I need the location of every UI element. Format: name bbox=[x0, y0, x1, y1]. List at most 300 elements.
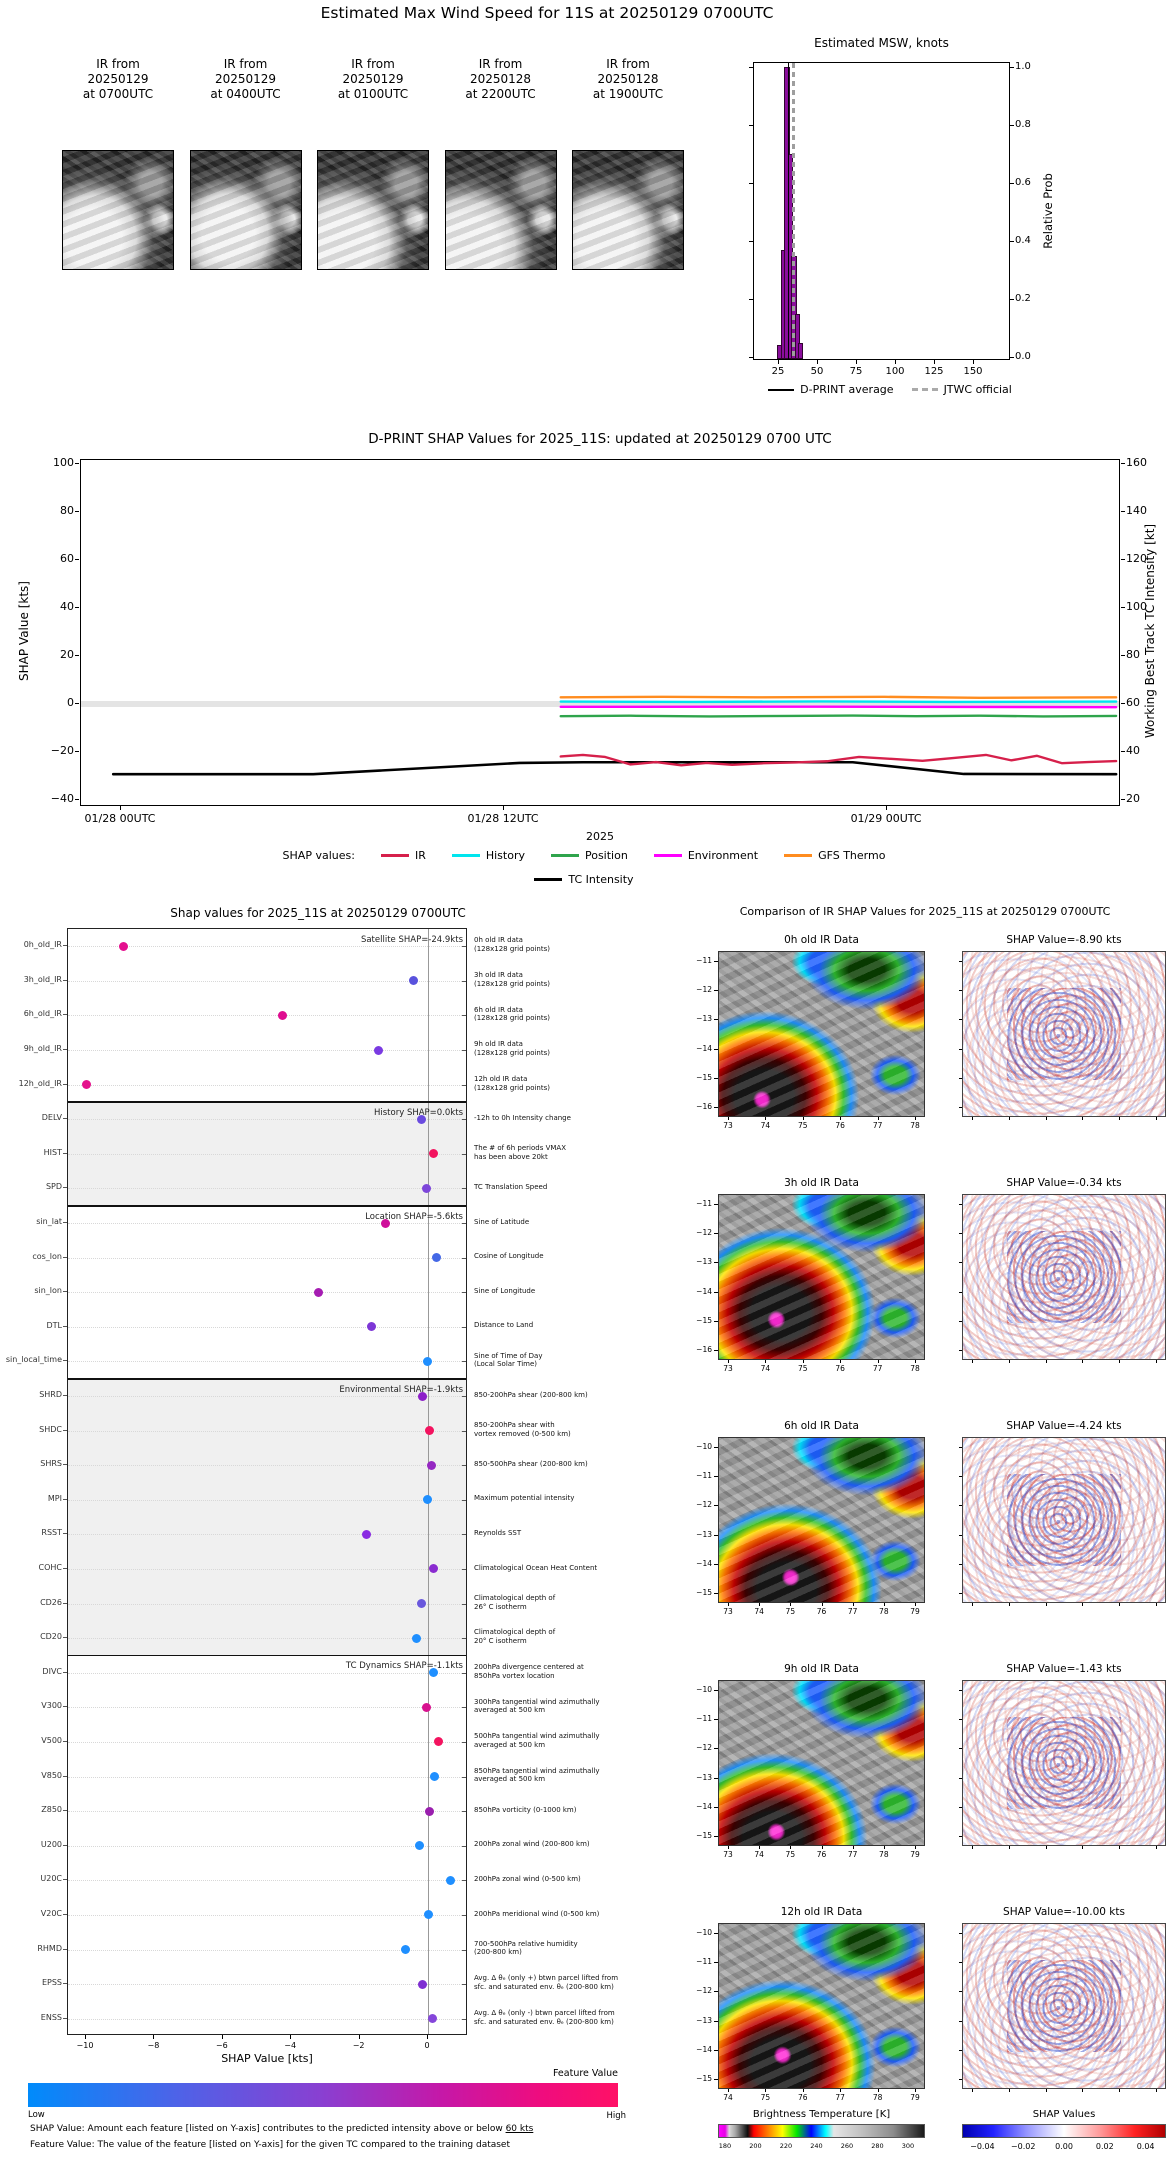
shap-dot-z850 bbox=[425, 1807, 434, 1816]
feature-description bbox=[474, 1875, 634, 1884]
relative-prob-tick-mark-left bbox=[749, 183, 753, 184]
feature-description bbox=[474, 1974, 634, 1992]
feature-tick-left bbox=[63, 1464, 67, 1465]
feature-label-enss: ENSS bbox=[40, 2012, 62, 2022]
lon-tick-label: 76 bbox=[816, 1850, 827, 1859]
msw-tick-mark bbox=[934, 360, 935, 364]
row-tick-right bbox=[462, 1534, 466, 1535]
legend-item-position bbox=[551, 849, 628, 862]
ir-thumb-label-line: 20250128 bbox=[469, 72, 532, 86]
bt-colorbar-tick-label: 260 bbox=[840, 2142, 854, 2150]
feature-description bbox=[474, 1352, 634, 1370]
shap-map-tick bbox=[959, 1019, 962, 1020]
lon-tick-label: 77 bbox=[847, 1607, 858, 1616]
relative-prob-tick-mark bbox=[1010, 67, 1014, 68]
feature-description-line: 12h old IR data bbox=[474, 1074, 528, 1083]
lat-tick-label: −16 bbox=[696, 1102, 712, 1111]
shap-dot-enss bbox=[428, 2014, 437, 2023]
feature-description-line: Reynolds SST bbox=[474, 1528, 522, 1537]
lat-tick-mark bbox=[714, 1778, 718, 1779]
intensity-ytick-mark bbox=[1121, 799, 1125, 800]
feature-description bbox=[474, 1698, 634, 1716]
lon-tick-mark bbox=[853, 1603, 854, 1606]
series-line-position bbox=[561, 716, 1116, 717]
feature-label-v500: V500 bbox=[41, 1735, 62, 1745]
lon-tick-label: 77 bbox=[872, 1364, 883, 1373]
intensity-ytick-mark bbox=[1121, 511, 1125, 512]
lat-tick-mark bbox=[714, 2050, 718, 2051]
lon-tick-label: 77 bbox=[872, 1121, 883, 1130]
feature-gridline bbox=[68, 1777, 466, 1778]
time-xtick-mark bbox=[120, 806, 121, 810]
relative-prob-tick-label: 0.0 bbox=[1015, 351, 1031, 362]
feature-label-cohc: COHC bbox=[38, 1562, 62, 1572]
dotplot-xtick-mark bbox=[222, 2035, 223, 2039]
timeseries-legend-row2 bbox=[0, 873, 1168, 886]
lat-tick-mark bbox=[714, 990, 718, 991]
row-tick-right bbox=[462, 1085, 466, 1086]
feature-description-line: 500hPa tangential wind azimuthally bbox=[474, 1732, 600, 1741]
bt-colorbar-tick-label: 300 bbox=[901, 2142, 915, 2150]
shap-map-tick-bottom bbox=[1119, 2089, 1120, 2092]
lat-tick-label: −13 bbox=[696, 1014, 712, 1024]
feature-tick-left bbox=[63, 1360, 67, 1361]
feature-gridline bbox=[68, 1915, 466, 1916]
comparison-shap-map bbox=[962, 951, 1166, 1117]
feature-description-line: 850hPa tangential wind azimuthally bbox=[474, 1766, 600, 1775]
feature-description-line: 6h old IR data bbox=[474, 1005, 523, 1014]
comparison-shap-title: SHAP Value=-0.34 kts bbox=[1006, 1177, 1122, 1189]
time-xtick-label: 01/29 00UTC bbox=[850, 812, 922, 825]
feature-description bbox=[474, 1040, 634, 1058]
shap-map-tick-bottom bbox=[1082, 2089, 1083, 2092]
feature-label-hist: HIST bbox=[43, 1147, 62, 1157]
ir-thumb-label bbox=[564, 57, 692, 102]
legend-item-label: GFS Thermo bbox=[818, 849, 886, 862]
msw-tick-mark bbox=[973, 360, 974, 364]
comparison-ir-title: 0h old IR Data bbox=[784, 934, 859, 946]
shap-map-tick bbox=[959, 1204, 962, 1205]
lon-tick-label: 74 bbox=[754, 1850, 764, 1859]
intensity-ytick-label: 140 bbox=[1126, 504, 1147, 517]
feature-label-sin-local-time: sin_local_time bbox=[5, 1355, 62, 1365]
shap-map-tick bbox=[959, 1049, 962, 1050]
shap-colorbar-tick-label: 0.00 bbox=[1055, 2142, 1073, 2151]
lon-tick-label: 79 bbox=[910, 2093, 920, 2102]
lat-tick-label: −11 bbox=[696, 1714, 712, 1724]
feature-description bbox=[474, 971, 634, 989]
lon-tick-label: 78 bbox=[879, 1850, 889, 1859]
feature-description-line: Sine of Time of Day bbox=[474, 1351, 543, 1360]
feature-description-line: (128x128 grid points) bbox=[474, 945, 550, 954]
feature-description bbox=[474, 1252, 634, 1261]
lat-tick-label: −10 bbox=[696, 1685, 712, 1694]
shap-colorbar-tick-label: 0.04 bbox=[1136, 2142, 1155, 2151]
dotplot-xtick-label: 0 bbox=[424, 2041, 430, 2050]
lat-tick-label: −11 bbox=[696, 1471, 712, 1481]
lon-tick-mark bbox=[915, 1117, 916, 1120]
feature-description bbox=[474, 1732, 634, 1750]
shap-ytick-mark bbox=[75, 511, 79, 512]
feature-gridline bbox=[68, 1292, 466, 1293]
ir-thumb-label-line: at 0100UTC bbox=[337, 87, 409, 101]
feature-gridline bbox=[68, 1811, 466, 1812]
bt-colorbar-tick-label: 280 bbox=[871, 2142, 884, 2150]
footnote-feature-value bbox=[30, 2140, 510, 2150]
lon-tick-label: 75 bbox=[798, 1121, 808, 1130]
feature-description-line: Maximum potential intensity bbox=[474, 1494, 575, 1503]
lat-tick-mark bbox=[714, 1933, 718, 1934]
ir-thumbnail-image bbox=[445, 150, 557, 270]
msw-tick-label: 50 bbox=[810, 366, 824, 377]
shap-ytick-label: 20 bbox=[60, 648, 74, 661]
shap-map-tick-bottom bbox=[972, 1846, 973, 1849]
feature-label-shdc: SHDC bbox=[39, 1424, 62, 1434]
feature-gridline bbox=[68, 1050, 466, 1051]
feature-tick-left bbox=[63, 1187, 67, 1188]
histogram-bar bbox=[799, 344, 802, 359]
feature-label-6h-old-ir: 6h_old_IR bbox=[23, 1009, 62, 1019]
feature-description-line: averaged at 500 km bbox=[474, 1706, 546, 1715]
comparison-ir-map bbox=[718, 1437, 925, 1603]
feature-description bbox=[474, 1460, 634, 1469]
feature-description bbox=[474, 1840, 634, 1849]
ir-thumb-label-line: at 1900UTC bbox=[592, 87, 664, 101]
feature-tick-left bbox=[63, 1533, 67, 1534]
feature-description-line: Avg. Δ θₑ (only -) btwn parcel lifted from bbox=[474, 2008, 615, 2017]
feature-description-line: 200hPa zonal wind (0-500 km) bbox=[474, 1874, 581, 1883]
row-tick-right bbox=[462, 1984, 466, 1985]
feature-tick-left bbox=[63, 980, 67, 981]
lon-tick-label: 74 bbox=[754, 1607, 764, 1616]
dotplot-xtick-mark bbox=[427, 2035, 428, 2039]
feature-tick-left bbox=[63, 1637, 67, 1638]
shap-map-tick-bottom bbox=[1156, 1117, 1157, 1120]
histogram-plot-area bbox=[753, 62, 1010, 360]
shap-map-tick-bottom bbox=[1009, 1360, 1010, 1363]
feature-description-line: TC Translation Speed bbox=[474, 1183, 548, 1192]
feature-tick-left bbox=[63, 1879, 67, 1880]
intensity-ytick-mark bbox=[1121, 655, 1125, 656]
lon-tick-mark bbox=[728, 2089, 729, 2092]
feature-value-colorbar bbox=[28, 2083, 618, 2107]
feature-description-line: (128x128 grid points) bbox=[474, 1049, 550, 1058]
shap-map-tick bbox=[959, 1078, 962, 1079]
lat-tick-mark bbox=[714, 1107, 718, 1108]
lat-tick-mark bbox=[714, 1807, 718, 1808]
shap-ytick-mark bbox=[75, 559, 79, 560]
jtwc-official-line bbox=[792, 63, 795, 359]
lon-tick-mark bbox=[878, 1360, 879, 1363]
feature-tick-left bbox=[63, 1914, 67, 1915]
feature-gridline bbox=[68, 1846, 466, 1847]
timeseries-title: D-PRINT SHAP Values for 2025_11S: updated at 20250129 0700 UTC bbox=[368, 431, 832, 447]
legend-item-tc-intensity bbox=[534, 873, 633, 886]
lat-tick-mark bbox=[714, 1233, 718, 1234]
shap-map-tick bbox=[959, 1748, 962, 1749]
ir-thumb-label-line: 20250129 bbox=[87, 72, 149, 86]
legend-line-sample bbox=[654, 854, 682, 857]
feature-tick-left bbox=[63, 1153, 67, 1154]
row-tick-right bbox=[462, 1431, 466, 1432]
feature-label-rsst: RSST bbox=[41, 1528, 62, 1538]
lat-tick-mark bbox=[714, 1350, 718, 1351]
feature-description-line: sfc. and saturated env. θₑ (200-800 km) bbox=[474, 2017, 614, 2026]
feature-value-low-label: Low bbox=[28, 2110, 45, 2120]
row-tick-right bbox=[462, 1500, 466, 1501]
intensity-ytick-label: 60 bbox=[1126, 696, 1140, 709]
lon-tick-mark bbox=[765, 1117, 766, 1120]
series-line-tc-intensity bbox=[113, 762, 1116, 774]
section-header-satellite: Satellite SHAP=-24.9kts bbox=[360, 935, 463, 945]
legend-item-label: History bbox=[485, 849, 525, 862]
feature-tick-left bbox=[63, 1776, 67, 1777]
feature-label-mpi: MPI bbox=[47, 1493, 62, 1503]
shap-map-tick bbox=[959, 1350, 962, 1351]
feature-gridline bbox=[68, 1707, 466, 1708]
dotplot-xtick-mark bbox=[85, 2035, 86, 2039]
shap-dot-sin-local-time bbox=[423, 1357, 432, 1366]
timeseries-legend-row1 bbox=[0, 849, 1168, 862]
shap-dot-dtl bbox=[367, 1322, 376, 1331]
feature-description-line: Climatological depth of bbox=[474, 1628, 556, 1637]
feature-label-sin-lat: sin_lat bbox=[36, 1217, 62, 1227]
lon-tick-mark bbox=[803, 2089, 804, 2092]
legend-item-label: Environment bbox=[687, 849, 759, 862]
feature-tick-left bbox=[63, 1222, 67, 1223]
relative-prob-tick-label: 0.6 bbox=[1015, 177, 1031, 188]
feature-gridline bbox=[68, 1673, 466, 1674]
feature-gridline bbox=[68, 1880, 466, 1881]
lon-tick-mark bbox=[853, 1846, 854, 1849]
row-tick-right bbox=[462, 1015, 466, 1016]
comparison-ir-map bbox=[718, 951, 925, 1117]
lat-tick-mark bbox=[714, 1292, 718, 1293]
feature-tick-left bbox=[63, 1430, 67, 1431]
feature-tick-left bbox=[63, 1706, 67, 1707]
feature-tick-left bbox=[63, 1326, 67, 1327]
shap-map-tick-bottom bbox=[1119, 1117, 1120, 1120]
time-xtick-mark bbox=[503, 806, 504, 810]
lon-tick-mark bbox=[728, 1117, 729, 1120]
lon-tick-label: 74 bbox=[760, 1121, 771, 1130]
feature-description-line: averaged at 500 km bbox=[474, 1775, 546, 1784]
msw-tick-label: 75 bbox=[849, 366, 863, 377]
feature-gridline bbox=[68, 1742, 466, 1743]
shap-map-tick bbox=[959, 1962, 962, 1963]
lon-tick-label: 76 bbox=[816, 1607, 827, 1616]
row-tick-right bbox=[462, 946, 466, 947]
ir-thumb-label bbox=[309, 57, 437, 102]
feature-label-12h-old-ir: 12h_old_IR bbox=[18, 1078, 62, 1088]
intensity-ytick-label: 100 bbox=[1126, 600, 1147, 613]
comparison-shap-title: SHAP Value=-10.00 kts bbox=[1003, 1906, 1125, 1918]
shap-dot-v300 bbox=[422, 1703, 431, 1712]
series-line-ir bbox=[561, 755, 1116, 765]
feature-description bbox=[474, 1114, 634, 1123]
row-tick-right bbox=[462, 981, 466, 982]
intensity-ytick-label: 80 bbox=[1126, 648, 1140, 661]
feature-description-line: (128x128 grid points) bbox=[474, 1083, 550, 1092]
shap-map-tick bbox=[959, 1233, 962, 1234]
shap-map-tick bbox=[959, 1262, 962, 1263]
intensity-ytick-label: 160 bbox=[1126, 456, 1147, 469]
histogram-legend bbox=[740, 383, 1040, 396]
msw-tick-mark bbox=[778, 360, 779, 364]
ir-thumb-label-line: 20250129 bbox=[214, 72, 277, 86]
lat-tick-mark bbox=[714, 1535, 718, 1536]
feature-description-line: (Local Solar Time) bbox=[474, 1360, 538, 1369]
comparison-ir-title: 12h old IR Data bbox=[780, 1906, 863, 1918]
comparison-shap-map bbox=[962, 1923, 1166, 2089]
comparison-ir-map bbox=[718, 1680, 925, 1846]
feature-tick-left bbox=[63, 1949, 67, 1950]
lon-tick-mark bbox=[822, 1603, 823, 1606]
feature-description-line: 3h old IR data bbox=[474, 971, 523, 980]
feature-description bbox=[474, 1218, 634, 1227]
shap-map-tick bbox=[959, 1535, 962, 1536]
lat-tick-label: −15 bbox=[696, 1588, 712, 1597]
lat-tick-mark bbox=[714, 1593, 718, 1594]
row-tick-right bbox=[462, 1604, 466, 1605]
feature-description-line: averaged at 500 km bbox=[474, 1740, 546, 1749]
feature-gridline bbox=[68, 1327, 466, 1328]
feature-gridline bbox=[68, 1569, 466, 1570]
lon-tick-mark bbox=[840, 1117, 841, 1120]
comparison-shap-title: SHAP Value=-8.90 kts bbox=[1006, 934, 1122, 946]
lon-tick-mark bbox=[840, 2089, 841, 2092]
timeseries-xlabel: 2025 bbox=[586, 830, 614, 843]
msw-tick-mark bbox=[817, 360, 818, 364]
feature-description bbox=[474, 1564, 634, 1573]
shap-map-tick bbox=[959, 1476, 962, 1477]
feature-label-spd: SPD bbox=[45, 1182, 62, 1192]
shap-map-tick bbox=[959, 1292, 962, 1293]
row-tick-right bbox=[462, 1292, 466, 1293]
relative-prob-tick-mark-left bbox=[749, 67, 753, 68]
shap-map-tick bbox=[959, 1564, 962, 1565]
shap-map-tick-bottom bbox=[1156, 1846, 1157, 1849]
feature-tick-left bbox=[63, 1603, 67, 1604]
feature-description-line: (128x128 grid points) bbox=[474, 979, 550, 988]
bt-colorbar-tick-label: 240 bbox=[810, 2142, 823, 2150]
shap-dot-9h-old-ir bbox=[374, 1046, 383, 1055]
dotplot-plot-area bbox=[67, 928, 467, 2035]
shap-dot-u20c bbox=[446, 1876, 455, 1885]
row-tick-right bbox=[462, 1258, 466, 1259]
legend-item-gfs-thermo bbox=[784, 849, 885, 862]
lon-tick-mark bbox=[728, 1846, 729, 1849]
ir-thumb-label-line: at 2200UTC bbox=[465, 87, 536, 101]
relative-prob-tick-mark-left bbox=[749, 241, 753, 242]
row-tick-right bbox=[462, 1950, 466, 1951]
feature-description-line: (200-800 km) bbox=[474, 1948, 522, 1957]
bt-colorbar bbox=[718, 2124, 925, 2138]
ir-thumb-label-line: IR from bbox=[351, 57, 395, 71]
row-tick-right bbox=[462, 1673, 466, 1674]
shap-map-tick-bottom bbox=[1046, 1846, 1047, 1849]
msw-tick-label: 100 bbox=[885, 366, 905, 377]
shap-map-tick bbox=[959, 1719, 962, 1720]
lat-tick-mark bbox=[714, 1019, 718, 1020]
shap-dot-u200 bbox=[415, 1841, 424, 1850]
ir-thumb-label-line: IR from bbox=[478, 57, 523, 71]
feature-tick-left bbox=[63, 1084, 67, 1085]
ir-thumbnail-image bbox=[190, 150, 302, 270]
bt-colorbar-tick-label: 220 bbox=[779, 2142, 793, 2150]
feature-label-shrd: SHRD bbox=[39, 1390, 62, 1400]
timeseries-legend-title: SHAP values: bbox=[282, 849, 355, 862]
section-divider bbox=[68, 1655, 466, 1657]
lon-tick-mark bbox=[884, 1603, 885, 1606]
intensity-ytick-mark bbox=[1121, 751, 1125, 752]
shap-ytick-label: 100 bbox=[53, 456, 74, 469]
shap-map-tick-bottom bbox=[1082, 1117, 1083, 1120]
lat-tick-label: −12 bbox=[696, 1500, 712, 1510]
feature-description-line: 700-500hPa relative humidity bbox=[474, 1939, 578, 1948]
ir-thumb-label bbox=[54, 57, 182, 102]
lat-tick-mark bbox=[714, 1049, 718, 1050]
shap-ytick-label: 40 bbox=[60, 600, 74, 613]
feature-gridline bbox=[68, 1500, 466, 1501]
ir-thumb-label-line: IR from bbox=[223, 57, 268, 71]
feature-tick-left bbox=[63, 1395, 67, 1396]
shap-map-tick bbox=[959, 1933, 962, 1934]
lon-tick-label: 73 bbox=[723, 1364, 733, 1373]
shap-map-tick bbox=[959, 1447, 962, 1448]
relative-prob-tick-mark bbox=[1010, 357, 1014, 358]
shap-map-tick-bottom bbox=[1082, 1603, 1083, 1606]
lat-tick-mark bbox=[714, 1476, 718, 1477]
legend-dprint-average-label: D-PRINT average bbox=[800, 383, 894, 396]
dotplot-xtick-mark bbox=[153, 2035, 154, 2039]
lon-tick-mark bbox=[765, 2089, 766, 2092]
lat-tick-label: −15 bbox=[696, 1831, 712, 1840]
row-tick-right bbox=[462, 1742, 466, 1743]
shap-ytick-mark bbox=[75, 655, 79, 656]
shap-ytick-mark bbox=[75, 607, 79, 608]
feature-description-line: has been above 20kt bbox=[474, 1152, 548, 1161]
lon-tick-mark bbox=[803, 1360, 804, 1363]
shap-dot-v850 bbox=[430, 1772, 439, 1781]
feature-gridline bbox=[68, 1984, 466, 1985]
lat-tick-label: −12 bbox=[696, 1986, 712, 1996]
lon-tick-label: 73 bbox=[723, 1850, 733, 1859]
feature-tick-left bbox=[63, 945, 67, 946]
lat-tick-label: −13 bbox=[696, 1529, 712, 1539]
comparison-shap-title: SHAP Value=-1.43 kts bbox=[1006, 1663, 1122, 1675]
row-tick-right bbox=[462, 1188, 466, 1189]
feature-gridline bbox=[68, 1085, 466, 1086]
timeseries-plot-area bbox=[80, 459, 1120, 806]
shap-ytick-mark bbox=[75, 751, 79, 752]
row-tick-right bbox=[462, 1846, 466, 1847]
comparison-ir-title: 9h old IR Data bbox=[784, 1663, 859, 1675]
feature-tick-left bbox=[63, 1810, 67, 1811]
comparison-shap-title: SHAP Value=-4.24 kts bbox=[1006, 1420, 1122, 1432]
shap-dot-cos-lon bbox=[432, 1253, 441, 1262]
ir-thumb-label-line: IR from bbox=[606, 57, 650, 71]
lon-tick-mark bbox=[878, 1117, 879, 1120]
feature-description bbox=[474, 1806, 634, 1815]
shap-map-tick-bottom bbox=[1082, 1846, 1083, 1849]
relative-prob-tick-mark bbox=[1010, 125, 1014, 126]
shap-dot-cd26 bbox=[417, 1599, 426, 1608]
lon-tick-mark bbox=[728, 1360, 729, 1363]
feature-description-line: 850-200hPa shear (200-800 km) bbox=[474, 1390, 588, 1399]
shap-map-tick-bottom bbox=[1009, 2089, 1010, 2092]
feature-label-cd20: CD20 bbox=[40, 1632, 62, 1642]
